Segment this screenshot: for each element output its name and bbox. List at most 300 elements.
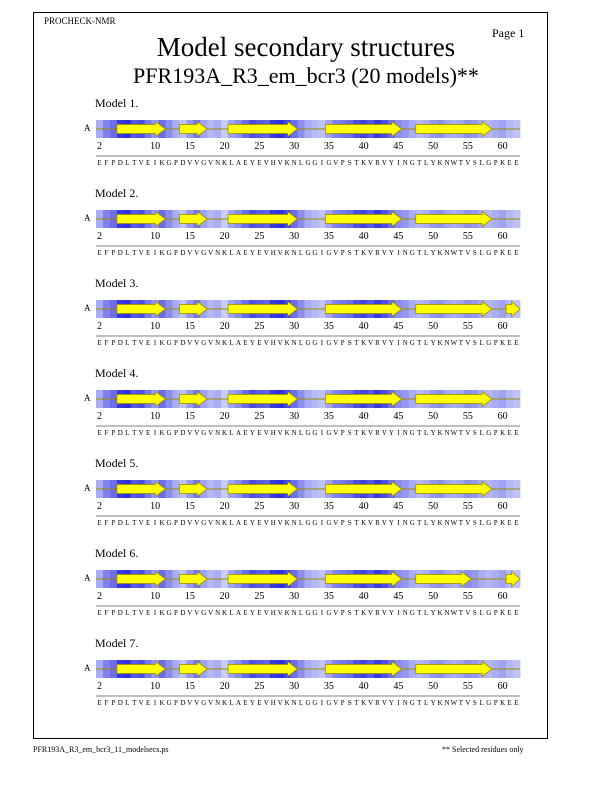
residue-letter: Y xyxy=(430,609,436,617)
residue-number-tick: 35 xyxy=(323,591,334,602)
page-number: Page 1 xyxy=(492,26,525,40)
residue-number-tick: 50 xyxy=(428,681,439,692)
residue-letter: Y xyxy=(249,339,255,347)
residue-number-tick: 30 xyxy=(289,411,300,422)
residue-letter: V xyxy=(368,519,374,527)
model-panel xyxy=(0,456,612,546)
residue-letter: K xyxy=(284,609,290,617)
residue-letter: D xyxy=(117,249,123,257)
residue-letter: F xyxy=(104,519,109,527)
residue-letter: K xyxy=(437,519,443,527)
residue-letter: K xyxy=(361,609,367,617)
residue-letter: Y xyxy=(388,159,394,167)
residue-letter: K xyxy=(159,159,165,167)
residue-letter: K xyxy=(361,249,367,257)
residue-letter: K xyxy=(361,699,367,707)
residue-number-tick: 20 xyxy=(219,231,230,242)
residue-letter: G xyxy=(305,609,311,617)
residue-letter: D xyxy=(180,519,186,527)
residue-letter: G xyxy=(409,339,415,347)
residue-letter: N xyxy=(444,339,450,347)
residue-letter: N xyxy=(215,519,221,527)
residue-letter: P xyxy=(340,609,345,617)
residue-number-tick: 10 xyxy=(150,591,161,602)
residue-letter: T xyxy=(132,519,137,527)
residue-letter: K xyxy=(284,519,290,527)
residue-letter: K xyxy=(222,609,228,617)
residue-letter: I xyxy=(320,159,324,167)
residue-letter: G xyxy=(166,249,172,257)
residue-letter: L xyxy=(298,339,304,347)
residue-letter: V xyxy=(368,249,374,257)
residue-letter: V xyxy=(208,159,214,167)
residue-letter: E xyxy=(257,249,262,257)
residue-letter: S xyxy=(472,609,477,617)
residue-letter: G xyxy=(201,519,207,527)
residue-letter: V xyxy=(194,519,200,527)
residue-letter: E xyxy=(507,249,512,257)
residue-letter: P xyxy=(493,609,498,617)
residue-letter: Y xyxy=(388,249,394,257)
residue-letter: L xyxy=(479,609,484,617)
residue-letter: P xyxy=(173,159,178,167)
model-label: Model 6. xyxy=(95,546,139,560)
residue-letter: V xyxy=(368,429,374,437)
residue-letter: V xyxy=(187,429,193,437)
residue-letter: K xyxy=(500,519,506,527)
residue-letter: V xyxy=(208,699,214,707)
residue-letter: N xyxy=(444,159,450,167)
residue-letter: S xyxy=(347,609,352,617)
residue-letter: N xyxy=(291,609,297,617)
residue-number-tick: 35 xyxy=(323,231,334,242)
residue-letter: K xyxy=(284,159,290,167)
model-panel xyxy=(0,636,612,726)
model-label: Model 4. xyxy=(95,366,139,380)
residue-letter: V xyxy=(263,249,269,257)
residue-letter: K xyxy=(159,609,165,617)
residue-letter: I xyxy=(153,339,157,347)
residue-number-tick: 10 xyxy=(150,501,161,512)
residue-letter: P xyxy=(340,519,345,527)
residue-letter: V xyxy=(138,429,144,437)
residue-letter: E xyxy=(97,609,102,617)
residue-letter: P xyxy=(340,699,345,707)
residue-letter: N xyxy=(444,699,450,707)
residue-letter: E xyxy=(243,429,248,437)
residue-letter: V xyxy=(381,249,387,257)
footer-filename: PFR193A_R3_em_bcr3_11_modelsecs.ps xyxy=(33,745,169,754)
residue-letter: I xyxy=(320,339,324,347)
residue-letter: L xyxy=(125,609,130,617)
model-panel xyxy=(0,96,612,186)
residue-number-tick: 40 xyxy=(358,231,369,242)
residue-letter: G xyxy=(312,519,318,527)
residue-letter: I xyxy=(153,249,157,257)
residue-letter: N xyxy=(291,339,297,347)
residue-letter: V xyxy=(208,609,214,617)
residue-number-tick: 15 xyxy=(184,591,195,602)
residue-letter: G xyxy=(166,519,172,527)
residue-letter: V xyxy=(187,609,193,617)
secondary-structure-plot xyxy=(0,546,612,636)
residue-letter: L xyxy=(298,609,304,617)
residue-letter: V xyxy=(465,609,471,617)
residue-letter: V xyxy=(277,159,283,167)
residue-letter: P xyxy=(111,159,116,167)
residue-letter: G xyxy=(201,699,207,707)
residue-number-tick: 25 xyxy=(254,141,265,152)
residue-letter: E xyxy=(243,609,248,617)
residue-letter: I xyxy=(397,339,400,347)
residue-letter: G xyxy=(201,159,207,167)
residue-letter: T xyxy=(132,159,137,167)
residue-letter: V xyxy=(138,699,144,707)
residue-letter: D xyxy=(117,699,123,707)
residue-number-tick: 20 xyxy=(219,681,230,692)
secondary-structure-plot xyxy=(0,276,612,366)
residue-letter: L xyxy=(298,519,304,527)
residue-letter: E xyxy=(257,429,262,437)
residue-letter: P xyxy=(173,339,178,347)
residue-letter: L xyxy=(125,339,130,347)
residue-letter: V xyxy=(465,159,471,167)
residue-letter: V xyxy=(263,699,269,707)
residue-letter: A xyxy=(235,159,242,167)
residue-letter: A xyxy=(235,609,242,617)
residue-letter: G xyxy=(486,429,492,437)
residue-letter: K xyxy=(222,159,228,167)
residue-letter: Y xyxy=(430,249,436,257)
residue-letter: P xyxy=(111,339,116,347)
residue-letter: V xyxy=(138,609,144,617)
residue-number-tick: 2 xyxy=(96,411,102,422)
residue-letter: P xyxy=(493,699,498,707)
residue-letter: W xyxy=(450,519,458,527)
residue-letter: G xyxy=(166,429,172,437)
residue-letter: T xyxy=(417,339,422,347)
residue-number-tick: 15 xyxy=(184,501,195,512)
residue-letter: P xyxy=(111,519,116,527)
residue-letter: D xyxy=(117,609,123,617)
residue-letter: E xyxy=(243,249,248,257)
residue-letter: V xyxy=(333,339,339,347)
residue-letter: H xyxy=(270,429,276,437)
residue-letter: L xyxy=(479,699,484,707)
residue-letter: Y xyxy=(249,699,255,707)
chain-label: A xyxy=(84,663,91,673)
residue-letter: Y xyxy=(249,519,255,527)
residue-number-tick: 25 xyxy=(254,591,265,602)
residue-number-tick: 25 xyxy=(254,411,265,422)
secondary-structure-plot xyxy=(0,96,612,186)
residue-letter: E xyxy=(257,699,262,707)
residue-letter: L xyxy=(298,249,304,257)
page-subtitle: PFR193A_R3_em_bcr3 (20 models)** xyxy=(133,63,479,88)
residue-number-tick: 60 xyxy=(497,681,508,692)
residue-letter: T xyxy=(132,429,137,437)
residue-letter: V xyxy=(208,519,214,527)
residue-letter: N xyxy=(215,249,221,257)
residue-letter: I xyxy=(153,609,157,617)
chain-label: A xyxy=(84,573,91,583)
residue-letter: E xyxy=(97,159,102,167)
residue-letter: Y xyxy=(430,429,436,437)
residue-letter: T xyxy=(458,339,464,347)
residue-letter: V xyxy=(381,519,387,527)
residue-letter: A xyxy=(235,339,242,347)
model-panel xyxy=(0,186,612,276)
residue-letter: T xyxy=(354,339,359,347)
residue-letter: E xyxy=(507,699,512,707)
residue-letter: T xyxy=(354,699,359,707)
residue-letter: W xyxy=(450,249,458,257)
residue-letter: D xyxy=(180,609,186,617)
residue-number-tick: 2 xyxy=(96,501,102,512)
residue-letter: L xyxy=(424,519,429,527)
residue-letter: P xyxy=(111,249,116,257)
residue-letter: P xyxy=(111,429,116,437)
residue-letter: T xyxy=(417,249,422,257)
residue-letter: G xyxy=(409,429,415,437)
residue-letter: Y xyxy=(249,429,255,437)
residue-letter: I xyxy=(397,519,400,527)
residue-number-tick: 20 xyxy=(219,501,230,512)
model-label: Model 5. xyxy=(95,456,139,470)
residue-letter: Y xyxy=(388,429,394,437)
residue-letter: R xyxy=(375,159,380,167)
residue-letter: I xyxy=(153,519,157,527)
residue-letter: E xyxy=(507,429,512,437)
residue-letter: G xyxy=(305,429,311,437)
residue-letter: R xyxy=(375,699,380,707)
residue-letter: S xyxy=(347,159,352,167)
model-label: Model 2. xyxy=(95,186,139,200)
residue-letter: G xyxy=(305,159,311,167)
residue-letter: E xyxy=(145,519,151,527)
residue-letter: K xyxy=(222,339,228,347)
residue-letter: V xyxy=(368,609,374,617)
residue-letter: K xyxy=(500,159,506,167)
residue-letter: F xyxy=(104,249,109,257)
residue-letter: T xyxy=(417,699,422,707)
residue-letter: S xyxy=(472,159,477,167)
residue-letter: S xyxy=(472,339,477,347)
residue-letter: W xyxy=(450,159,458,167)
residue-number-tick: 55 xyxy=(462,501,473,512)
residue-letter: G xyxy=(326,699,332,707)
chain-label: A xyxy=(84,123,91,133)
residue-letter: G xyxy=(201,429,207,437)
model-label: Model 7. xyxy=(95,636,139,650)
residue-letter: V xyxy=(381,339,387,347)
residue-letter: V xyxy=(208,429,214,437)
residue-letter: E xyxy=(145,429,151,437)
residue-letter: G xyxy=(305,249,311,257)
residue-letter: E xyxy=(507,609,512,617)
residue-letter: E xyxy=(507,339,512,347)
residue-letter: N xyxy=(402,519,408,527)
residue-letter: G xyxy=(201,249,207,257)
chain-label: A xyxy=(84,303,91,313)
residue-letter: H xyxy=(270,519,276,527)
residue-letter: W xyxy=(450,429,458,437)
residue-number-tick: 45 xyxy=(393,681,404,692)
residue-letter: G xyxy=(166,339,172,347)
residue-letter: L xyxy=(298,159,304,167)
residue-letter: T xyxy=(458,429,464,437)
residue-letter: L xyxy=(424,429,429,437)
residue-letter: E xyxy=(145,339,151,347)
residue-number-tick: 15 xyxy=(184,321,195,332)
secondary-structure-plot xyxy=(0,366,612,456)
residue-number-tick: 55 xyxy=(462,321,473,332)
residue-letter: L xyxy=(424,699,429,707)
residue-letter: E xyxy=(243,519,248,527)
secondary-structure-plot xyxy=(0,456,612,546)
residue-letter: I xyxy=(320,429,324,437)
residue-letter: P xyxy=(340,429,345,437)
residue-letter: R xyxy=(375,609,380,617)
residue-letter: G xyxy=(312,159,318,167)
residue-letter: L xyxy=(479,159,484,167)
residue-letter: N xyxy=(215,699,221,707)
residue-number-tick: 15 xyxy=(184,231,195,242)
residue-letter: I xyxy=(320,609,324,617)
residue-letter: N xyxy=(215,429,221,437)
residue-letter: K xyxy=(437,339,443,347)
residue-letter: E xyxy=(257,609,262,617)
residue-number-tick: 60 xyxy=(497,501,508,512)
residue-letter: E xyxy=(507,519,512,527)
residue-letter: L xyxy=(229,339,234,347)
residue-number-tick: 10 xyxy=(150,321,161,332)
residue-number-tick: 45 xyxy=(393,321,404,332)
residue-number-tick: 30 xyxy=(289,681,300,692)
residue-letter: V xyxy=(465,699,471,707)
residue-letter: G xyxy=(312,699,318,707)
residue-letter: T xyxy=(458,609,464,617)
residue-number-tick: 15 xyxy=(184,141,195,152)
residue-letter: T xyxy=(458,159,464,167)
residue-letter: S xyxy=(347,429,352,437)
residue-letter: G xyxy=(201,339,207,347)
residue-letter: T xyxy=(354,609,359,617)
residue-letter: V xyxy=(187,159,193,167)
residue-letter: K xyxy=(284,699,290,707)
residue-letter: P xyxy=(493,429,498,437)
residue-letter: V xyxy=(333,159,339,167)
residue-letter: N xyxy=(291,519,297,527)
residue-letter: K xyxy=(437,429,443,437)
residue-letter: G xyxy=(409,159,415,167)
residue-letter: V xyxy=(194,339,200,347)
residue-letter: A xyxy=(235,699,242,707)
residue-letter: E xyxy=(243,339,248,347)
residue-letter: V xyxy=(208,339,214,347)
residue-number-tick: 60 xyxy=(497,321,508,332)
residue-letter: V xyxy=(277,339,283,347)
residue-letter: K xyxy=(500,429,506,437)
model-label: Model 1. xyxy=(95,96,139,110)
residue-letter: L xyxy=(229,159,234,167)
residue-letter: T xyxy=(132,249,137,257)
residue-letter: L xyxy=(125,519,130,527)
residue-letter: P xyxy=(340,249,345,257)
residue-letter: N xyxy=(215,159,221,167)
residue-letter: L xyxy=(424,249,429,257)
residue-letter: H xyxy=(270,609,276,617)
residue-letter: L xyxy=(424,609,429,617)
residue-letter: F xyxy=(104,429,109,437)
residue-letter: D xyxy=(180,159,186,167)
model-panel xyxy=(0,276,612,366)
residue-letter: E xyxy=(257,519,262,527)
residue-number-tick: 50 xyxy=(428,321,439,332)
residue-letter: K xyxy=(437,699,443,707)
residue-letter: V xyxy=(277,609,283,617)
residue-letter: V xyxy=(368,159,374,167)
residue-letter: N xyxy=(215,339,221,347)
residue-letter: Y xyxy=(388,339,394,347)
residue-letter: G xyxy=(486,519,492,527)
residue-number-tick: 50 xyxy=(428,591,439,602)
residue-letter: K xyxy=(437,249,443,257)
residue-letter: L xyxy=(125,429,130,437)
residue-letter: V xyxy=(263,429,269,437)
residue-number-tick: 55 xyxy=(462,231,473,242)
residue-letter: G xyxy=(312,609,318,617)
residue-letter: G xyxy=(486,699,492,707)
residue-letter: G xyxy=(486,159,492,167)
secondary-structure-plot xyxy=(0,186,612,276)
residue-letter: N xyxy=(402,429,408,437)
residue-letter: H xyxy=(270,339,276,347)
residue-number-tick: 10 xyxy=(150,411,161,422)
residue-letter: V xyxy=(194,699,200,707)
residue-letter: L xyxy=(479,249,484,257)
residue-letter: D xyxy=(117,429,123,437)
residue-letter: E xyxy=(97,519,102,527)
residue-letter: L xyxy=(298,429,304,437)
residue-letter: Y xyxy=(249,159,255,167)
residue-letter: N xyxy=(402,609,408,617)
residue-letter: S xyxy=(347,699,352,707)
residue-letter: I xyxy=(397,159,400,167)
residue-letter: T xyxy=(354,249,359,257)
residue-letter: K xyxy=(361,429,367,437)
residue-number-tick: 55 xyxy=(462,681,473,692)
residue-letter: E xyxy=(514,519,519,527)
residue-letter: R xyxy=(375,339,380,347)
residue-letter: L xyxy=(229,429,234,437)
residue-letter: K xyxy=(222,519,228,527)
chain-label: A xyxy=(84,213,91,223)
residue-letter: G xyxy=(312,249,318,257)
residue-letter: L xyxy=(125,249,130,257)
residue-letter: L xyxy=(479,429,484,437)
residue-letter: V xyxy=(277,519,283,527)
residue-number-tick: 40 xyxy=(358,501,369,512)
residue-letter: E xyxy=(514,609,519,617)
residue-letter: F xyxy=(104,699,109,707)
residue-letter: P xyxy=(340,159,345,167)
residue-letter: T xyxy=(354,159,359,167)
residue-letter: V xyxy=(381,429,387,437)
residue-number-tick: 2 xyxy=(96,141,102,152)
residue-letter: E xyxy=(145,249,151,257)
residue-letter: T xyxy=(458,249,464,257)
